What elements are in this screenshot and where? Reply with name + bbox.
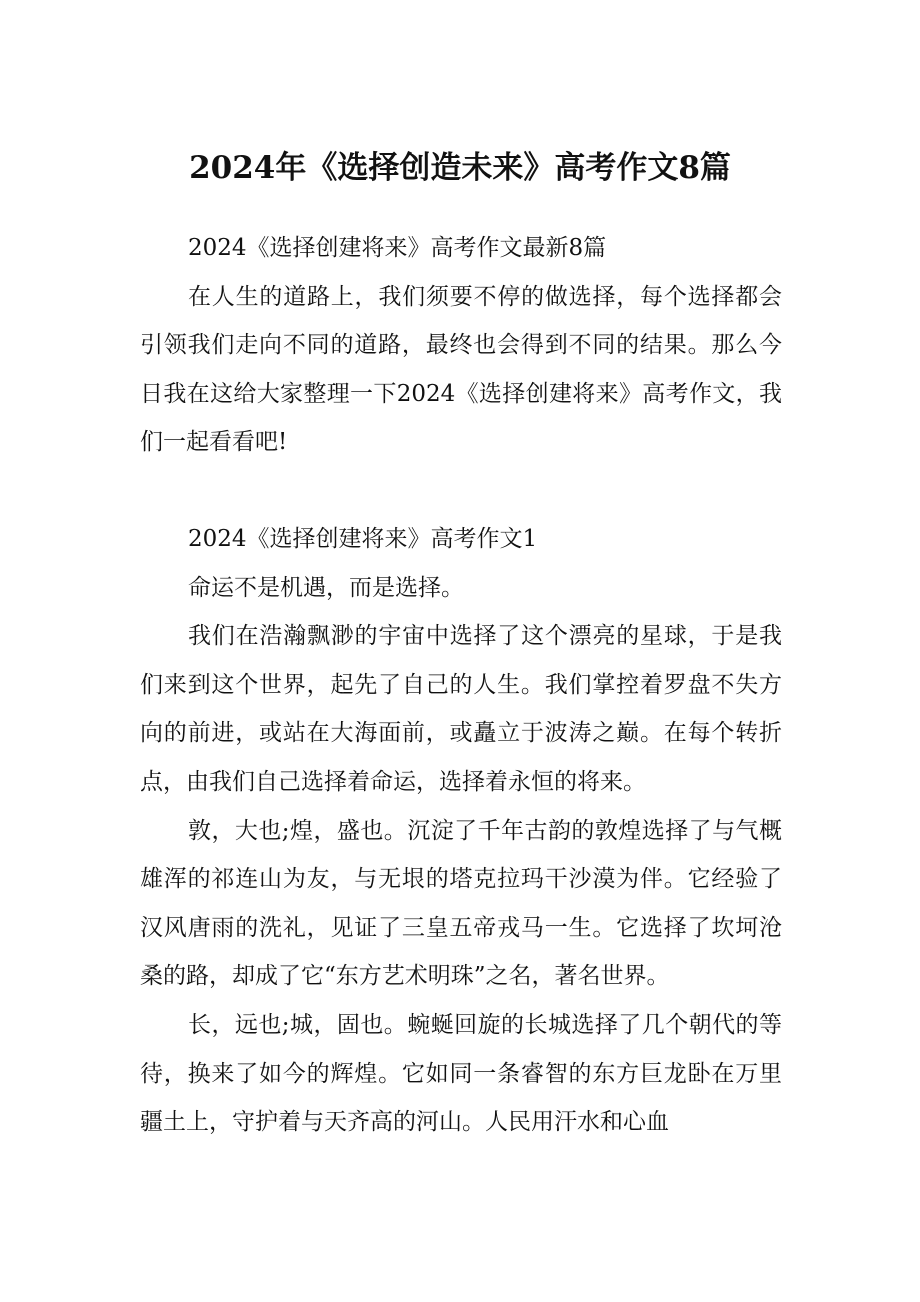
paragraph-gap	[140, 467, 782, 515]
paragraph-intro: 在人生的道路上，我们须要不停的做选择，每个选择都会引领我们走向不同的道路，最终也会得到不同的结果。那么今日我在这给大家整理一下2024《选择创建将来》高考作文，我们一起看看吧!	[140, 283, 782, 456]
paragraph: 长，远也;城，固也。蜿蜒回旋的长城选择了几个朝代的等待，换来了如今的辉煌。它如同一条睿智的东方巨龙卧在万里疆土上，守护着与天齐高的河山。人民用汗水和心血	[140, 1011, 782, 1136]
paragraph-essay-heading: 2024《选择创建将来》高考作文1	[188, 525, 538, 552]
paragraph: 我们在浩瀚飘渺的宇宙中选择了这个漂亮的星球，于是我们来到这个世界，起先了自己的人生。我们掌控着罗盘不失方向的前进，或站在大海面前，或矗立于波涛之巅。在每个转折点，由我们自己选择着命运，选择着永恒的将来。	[140, 623, 782, 795]
document-body	[140, 224, 782, 1147]
paragraph: 命运不是机遇，而是选择。	[188, 574, 464, 601]
paragraph: 敦，大也;煌，盛也。沉淀了千年古韵的敦煌选择了与气概雄浑的祁连山为友，与无垠的塔克拉玛干沙漠为伴。它经验了汉风唐雨的洗礼，见证了三皇五帝戎马一生。它选择了坎坷沧桑的路，却成了它“东方艺术明珠”之名，著名世界。	[140, 817, 782, 990]
paragraph-subtitle: 2024《选择创建将来》高考作文最新8篇	[188, 235, 607, 261]
document-title: 2024年《选择创造未来》高考作文8篇	[189, 150, 731, 186]
